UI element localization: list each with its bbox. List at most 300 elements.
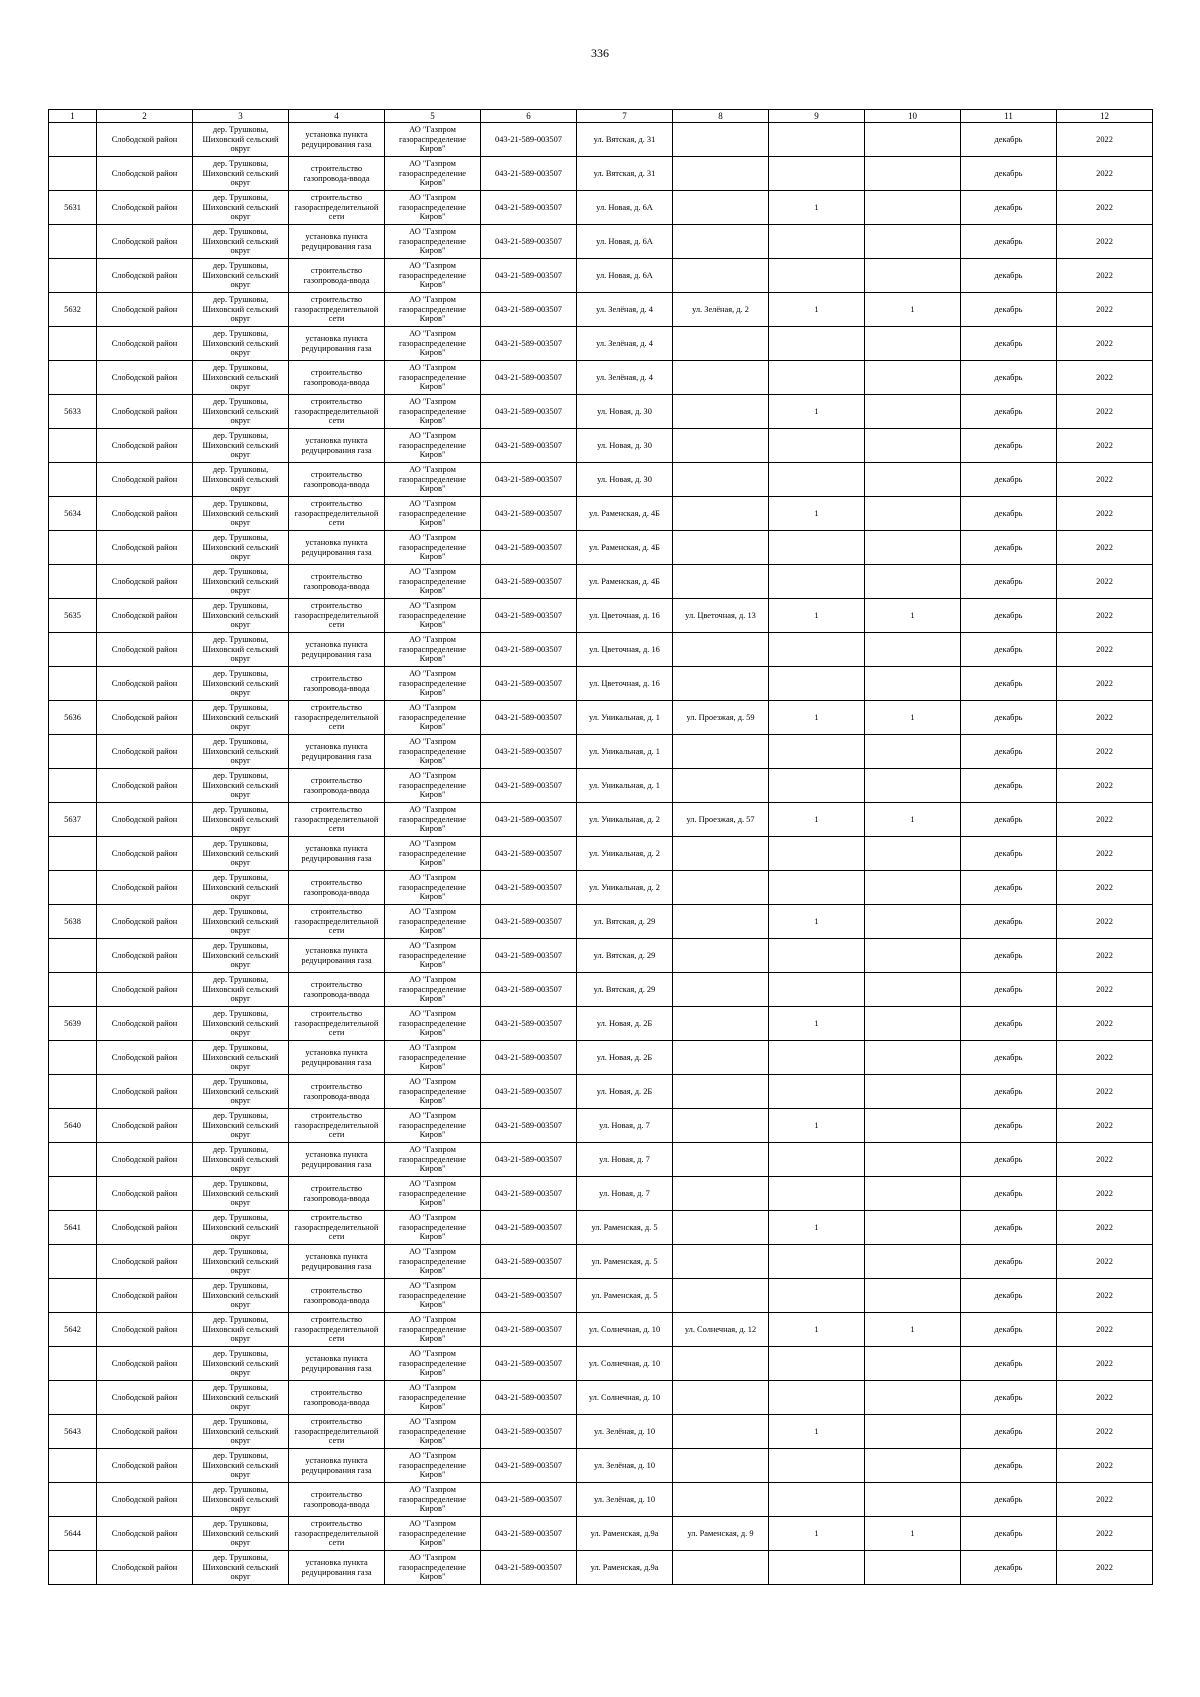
table-cell-col-8 bbox=[673, 633, 769, 667]
table-row bbox=[49, 599, 1153, 633]
table-cell-col-5: АО "Газпром газораспределение Киров" bbox=[385, 361, 481, 395]
table-cell-col-7: ул. Раменская, д. 4Б bbox=[577, 531, 673, 565]
table-cell-col-10 bbox=[865, 735, 961, 769]
table-cell-col-6: 043-21-589-003507 bbox=[481, 1449, 577, 1483]
table-cell-col-4: строительство газораспределительной сети bbox=[289, 905, 385, 939]
table-cell-col-3: дер. Трушковы, Шиховский сельский округ bbox=[193, 463, 289, 497]
column-header-11: 11 bbox=[961, 110, 1057, 123]
table-cell-col-12: 2022 bbox=[1057, 1007, 1153, 1041]
table-cell-col-2: Слободской район bbox=[97, 1449, 193, 1483]
table-cell-col-11: декабрь bbox=[961, 939, 1057, 973]
table-cell-col-3: дер. Трушковы, Шиховский сельский округ bbox=[193, 939, 289, 973]
table-cell-col-10 bbox=[865, 191, 961, 225]
table-cell-col-2: Слободской район bbox=[97, 191, 193, 225]
table-cell-col-12: 2022 bbox=[1057, 157, 1153, 191]
table-cell-col-7: ул. Уникальная, д. 2 bbox=[577, 871, 673, 905]
column-header-9: 9 bbox=[769, 110, 865, 123]
table-row bbox=[49, 429, 1153, 463]
table-cell-col-12: 2022 bbox=[1057, 1449, 1153, 1483]
table-cell-col-12: 2022 bbox=[1057, 1041, 1153, 1075]
table-cell-col-6: 043-21-589-003507 bbox=[481, 1075, 577, 1109]
table-row bbox=[49, 1177, 1153, 1211]
table-row bbox=[49, 1347, 1153, 1381]
table-cell-col-4: строительство газораспределительной сети bbox=[289, 293, 385, 327]
table-row bbox=[49, 225, 1153, 259]
table-cell-col-5: АО "Газпром газораспределение Киров" bbox=[385, 259, 481, 293]
table-cell-col-12: 2022 bbox=[1057, 531, 1153, 565]
table-cell-col-12: 2022 bbox=[1057, 735, 1153, 769]
table-cell-col-9 bbox=[769, 565, 865, 599]
table-cell-col-12: 2022 bbox=[1057, 633, 1153, 667]
table-cell-col-12: 2022 bbox=[1057, 361, 1153, 395]
table-cell-col-12: 2022 bbox=[1057, 1517, 1153, 1551]
table-cell-col-8 bbox=[673, 1381, 769, 1415]
table-row bbox=[49, 531, 1153, 565]
table-cell-col-12: 2022 bbox=[1057, 191, 1153, 225]
table-cell-col-7: ул. Уникальная, д. 2 bbox=[577, 803, 673, 837]
table-cell-col-8 bbox=[673, 1279, 769, 1313]
table-cell-col-5: АО "Газпром газораспределение Киров" bbox=[385, 1551, 481, 1585]
table-cell-col-5: АО "Газпром газораспределение Киров" bbox=[385, 565, 481, 599]
table-row bbox=[49, 667, 1153, 701]
table-cell-col-7: ул. Новая, д. 6А bbox=[577, 259, 673, 293]
table-cell-col-1 bbox=[49, 531, 97, 565]
table-cell-col-5: АО "Газпром газораспределение Киров" bbox=[385, 769, 481, 803]
table-cell-col-8 bbox=[673, 837, 769, 871]
table-cell-col-11: декабрь bbox=[961, 1415, 1057, 1449]
table-cell-col-1 bbox=[49, 429, 97, 463]
table-cell-col-4: установка пункта редуцирования газа bbox=[289, 837, 385, 871]
table-cell-col-12: 2022 bbox=[1057, 1551, 1153, 1585]
table-cell-col-9: 1 bbox=[769, 599, 865, 633]
table-cell-col-7: ул. Зелёная, д. 4 bbox=[577, 293, 673, 327]
table-cell-col-2: Слободской район bbox=[97, 973, 193, 1007]
table-cell-col-8 bbox=[673, 1041, 769, 1075]
table-cell-col-2: Слободской район bbox=[97, 837, 193, 871]
table-cell-col-5: АО "Газпром газораспределение Киров" bbox=[385, 293, 481, 327]
table-cell-col-6: 043-21-589-003507 bbox=[481, 1041, 577, 1075]
table-cell-col-11: декабрь bbox=[961, 1517, 1057, 1551]
table-cell-col-4: строительство газопровода-ввода bbox=[289, 1279, 385, 1313]
table-cell-col-2: Слободской район bbox=[97, 1143, 193, 1177]
table-cell-col-8 bbox=[673, 939, 769, 973]
table-cell-col-1 bbox=[49, 633, 97, 667]
table-row bbox=[49, 1483, 1153, 1517]
table-cell-col-10: 1 bbox=[865, 701, 961, 735]
table-cell-col-6: 043-21-589-003507 bbox=[481, 1177, 577, 1211]
column-header-12: 12 bbox=[1057, 110, 1153, 123]
table-cell-col-9 bbox=[769, 531, 865, 565]
table-cell-col-11: декабрь bbox=[961, 565, 1057, 599]
table-cell-col-3: дер. Трушковы, Шиховский сельский округ bbox=[193, 191, 289, 225]
table-cell-col-12: 2022 bbox=[1057, 1245, 1153, 1279]
table-cell-col-2: Слободской район bbox=[97, 1279, 193, 1313]
table-cell-col-9: 1 bbox=[769, 497, 865, 531]
table-cell-col-6: 043-21-589-003507 bbox=[481, 1347, 577, 1381]
table-cell-col-8 bbox=[673, 225, 769, 259]
table-cell-col-3: дер. Трушковы, Шиховский сельский округ bbox=[193, 123, 289, 157]
table-cell-col-7: ул. Раменская, д. 5 bbox=[577, 1279, 673, 1313]
table-cell-col-7: ул. Новая, д. 2Б bbox=[577, 1007, 673, 1041]
table-cell-col-7: ул. Раменская, д.9а bbox=[577, 1517, 673, 1551]
table-cell-col-4: строительство газопровода-ввода bbox=[289, 1381, 385, 1415]
table-cell-col-4: строительство газораспределительной сети bbox=[289, 1517, 385, 1551]
table-cell-col-1: 5639 bbox=[49, 1007, 97, 1041]
table-cell-col-11: декабрь bbox=[961, 225, 1057, 259]
table-cell-col-9 bbox=[769, 769, 865, 803]
table-cell-col-3: дер. Трушковы, Шиховский сельский округ bbox=[193, 973, 289, 1007]
table-cell-col-5: АО "Газпром газораспределение Киров" bbox=[385, 803, 481, 837]
table-cell-col-10 bbox=[865, 837, 961, 871]
table-row bbox=[49, 871, 1153, 905]
table-cell-col-5: АО "Газпром газораспределение Киров" bbox=[385, 973, 481, 1007]
table-cell-col-10 bbox=[865, 395, 961, 429]
table-cell-col-3: дер. Трушковы, Шиховский сельский округ bbox=[193, 293, 289, 327]
table-cell-col-8 bbox=[673, 667, 769, 701]
table-cell-col-2: Слободской район bbox=[97, 293, 193, 327]
table-cell-col-3: дер. Трушковы, Шиховский сельский округ bbox=[193, 565, 289, 599]
table-row bbox=[49, 497, 1153, 531]
table-cell-col-9 bbox=[769, 633, 865, 667]
table-cell-col-1 bbox=[49, 769, 97, 803]
table-cell-col-10 bbox=[865, 157, 961, 191]
table-cell-col-10: 1 bbox=[865, 293, 961, 327]
table-cell-col-3: дер. Трушковы, Шиховский сельский округ bbox=[193, 1381, 289, 1415]
table-cell-col-6: 043-21-589-003507 bbox=[481, 1517, 577, 1551]
table-cell-col-4: установка пункта редуцирования газа bbox=[289, 225, 385, 259]
table-cell-col-1 bbox=[49, 1245, 97, 1279]
table-row bbox=[49, 395, 1153, 429]
table-cell-col-2: Слободской район bbox=[97, 1245, 193, 1279]
table-cell-col-10 bbox=[865, 871, 961, 905]
table-cell-col-1 bbox=[49, 1381, 97, 1415]
table-cell-col-2: Слободской район bbox=[97, 395, 193, 429]
table-cell-col-5: АО "Газпром газораспределение Киров" bbox=[385, 1449, 481, 1483]
table-cell-col-11: декабрь bbox=[961, 293, 1057, 327]
table-cell-col-8 bbox=[673, 905, 769, 939]
table-cell-col-11: декабрь bbox=[961, 1313, 1057, 1347]
table-cell-col-3: дер. Трушковы, Шиховский сельский округ bbox=[193, 1007, 289, 1041]
table-row bbox=[49, 905, 1153, 939]
table-cell-col-6: 043-21-589-003507 bbox=[481, 1415, 577, 1449]
table-cell-col-8 bbox=[673, 1551, 769, 1585]
table-cell-col-8: ул. Цветочная, д. 13 bbox=[673, 599, 769, 633]
table-cell-col-2: Слободской район bbox=[97, 599, 193, 633]
table-cell-col-12: 2022 bbox=[1057, 1177, 1153, 1211]
table-cell-col-2: Слободской район bbox=[97, 1551, 193, 1585]
table-cell-col-8 bbox=[673, 1449, 769, 1483]
table-cell-col-3: дер. Трушковы, Шиховский сельский округ bbox=[193, 599, 289, 633]
table-cell-col-9: 1 bbox=[769, 293, 865, 327]
table-cell-col-3: дер. Трушковы, Шиховский сельский округ bbox=[193, 667, 289, 701]
table-cell-col-9 bbox=[769, 225, 865, 259]
table-cell-col-3: дер. Трушковы, Шиховский сельский округ bbox=[193, 327, 289, 361]
table-cell-col-6: 043-21-589-003507 bbox=[481, 1143, 577, 1177]
table-cell-col-6: 043-21-589-003507 bbox=[481, 905, 577, 939]
table-cell-col-8 bbox=[673, 1347, 769, 1381]
table-cell-col-2: Слободской район bbox=[97, 497, 193, 531]
table-cell-col-4: строительство газораспределительной сети bbox=[289, 1007, 385, 1041]
table-cell-col-4: строительство газопровода-ввода bbox=[289, 463, 385, 497]
table-cell-col-3: дер. Трушковы, Шиховский сельский округ bbox=[193, 1483, 289, 1517]
table-cell-col-4: установка пункта редуцирования газа bbox=[289, 735, 385, 769]
table-cell-col-4: строительство газопровода-ввода bbox=[289, 1177, 385, 1211]
table-cell-col-6: 043-21-589-003507 bbox=[481, 497, 577, 531]
table-cell-col-12: 2022 bbox=[1057, 1143, 1153, 1177]
table-cell-col-11: декабрь bbox=[961, 1381, 1057, 1415]
table-cell-col-11: декабрь bbox=[961, 769, 1057, 803]
table-cell-col-2: Слободской район bbox=[97, 463, 193, 497]
table-cell-col-5: АО "Газпром газораспределение Киров" bbox=[385, 497, 481, 531]
table-cell-col-11: декабрь bbox=[961, 701, 1057, 735]
table-cell-col-10 bbox=[865, 1177, 961, 1211]
table-cell-col-1 bbox=[49, 1177, 97, 1211]
table-row bbox=[49, 1143, 1153, 1177]
table-cell-col-7: ул. Зелёная, д. 10 bbox=[577, 1483, 673, 1517]
table-cell-col-5: АО "Газпром газораспределение Киров" bbox=[385, 1007, 481, 1041]
table-cell-col-8 bbox=[673, 361, 769, 395]
table-cell-col-12: 2022 bbox=[1057, 1347, 1153, 1381]
table-cell-col-5: АО "Газпром газораспределение Киров" bbox=[385, 1415, 481, 1449]
table-row bbox=[49, 1245, 1153, 1279]
table-cell-col-12: 2022 bbox=[1057, 293, 1153, 327]
table-cell-col-10 bbox=[865, 1041, 961, 1075]
table-cell-col-7: ул. Новая, д. 7 bbox=[577, 1109, 673, 1143]
table-cell-col-5: АО "Газпром газораспределение Киров" bbox=[385, 327, 481, 361]
table-cell-col-7: ул. Новая, д. 7 bbox=[577, 1143, 673, 1177]
table-row bbox=[49, 1517, 1153, 1551]
table-cell-col-7: ул. Новая, д. 6А bbox=[577, 191, 673, 225]
header-row bbox=[49, 110, 1153, 123]
table-cell-col-12: 2022 bbox=[1057, 701, 1153, 735]
table-cell-col-1: 5637 bbox=[49, 803, 97, 837]
table-cell-col-10 bbox=[865, 1211, 961, 1245]
table-cell-col-3: дер. Трушковы, Шиховский сельский округ bbox=[193, 1551, 289, 1585]
table-cell-col-11: декабрь bbox=[961, 1177, 1057, 1211]
table-cell-col-4: строительство газораспределительной сети bbox=[289, 803, 385, 837]
table-cell-col-4: строительство газораспределительной сети bbox=[289, 701, 385, 735]
table-row bbox=[49, 1415, 1153, 1449]
table-cell-col-10 bbox=[865, 973, 961, 1007]
table-cell-col-1: 5631 bbox=[49, 191, 97, 225]
table-cell-col-2: Слободской район bbox=[97, 1381, 193, 1415]
table-row bbox=[49, 1449, 1153, 1483]
table-cell-col-1 bbox=[49, 837, 97, 871]
table-cell-col-9 bbox=[769, 429, 865, 463]
table-cell-col-4: строительство газораспределительной сети bbox=[289, 1415, 385, 1449]
table-cell-col-5: АО "Газпром газораспределение Киров" bbox=[385, 871, 481, 905]
table-cell-col-3: дер. Трушковы, Шиховский сельский округ bbox=[193, 1109, 289, 1143]
table-cell-col-7: ул. Раменская, д. 5 bbox=[577, 1211, 673, 1245]
table-cell-col-5: АО "Газпром газораспределение Киров" bbox=[385, 1517, 481, 1551]
table-cell-col-10: 1 bbox=[865, 1517, 961, 1551]
table-cell-col-7: ул. Зелёная, д. 4 bbox=[577, 361, 673, 395]
table-cell-col-1 bbox=[49, 1143, 97, 1177]
table-cell-col-8 bbox=[673, 1245, 769, 1279]
table-cell-col-8 bbox=[673, 429, 769, 463]
table-cell-col-3: дер. Трушковы, Шиховский сельский округ bbox=[193, 1245, 289, 1279]
table-cell-col-7: ул. Раменская, д.9а bbox=[577, 1551, 673, 1585]
table-cell-col-3: дер. Трушковы, Шиховский сельский округ bbox=[193, 871, 289, 905]
table-cell-col-4: строительство газопровода-ввода bbox=[289, 157, 385, 191]
table-cell-col-11: декабрь bbox=[961, 463, 1057, 497]
table-cell-col-10: 1 bbox=[865, 803, 961, 837]
table-cell-col-8 bbox=[673, 497, 769, 531]
table-cell-col-3: дер. Трушковы, Шиховский сельский округ bbox=[193, 803, 289, 837]
column-header-8: 8 bbox=[673, 110, 769, 123]
table-cell-col-3: дер. Трушковы, Шиховский сельский округ bbox=[193, 361, 289, 395]
table-cell-col-7: ул. Уникальная, д. 1 bbox=[577, 735, 673, 769]
table-cell-col-9 bbox=[769, 259, 865, 293]
table-cell-col-12: 2022 bbox=[1057, 667, 1153, 701]
table-cell-col-3: дер. Трушковы, Шиховский сельский округ bbox=[193, 769, 289, 803]
table-cell-col-12: 2022 bbox=[1057, 769, 1153, 803]
table-cell-col-7: ул. Зелёная, д. 10 bbox=[577, 1449, 673, 1483]
table-cell-col-4: строительство газопровода-ввода bbox=[289, 259, 385, 293]
table-cell-col-2: Слободской район bbox=[97, 429, 193, 463]
table-cell-col-10 bbox=[865, 1007, 961, 1041]
table-cell-col-11: декабрь bbox=[961, 633, 1057, 667]
table-cell-col-1 bbox=[49, 735, 97, 769]
table-cell-col-7: ул. Раменская, д. 5 bbox=[577, 1245, 673, 1279]
table-cell-col-12: 2022 bbox=[1057, 837, 1153, 871]
table-cell-col-9: 1 bbox=[769, 1415, 865, 1449]
table-cell-col-11: декабрь bbox=[961, 599, 1057, 633]
column-header-3: 3 bbox=[193, 110, 289, 123]
table-cell-col-11: декабрь bbox=[961, 1279, 1057, 1313]
table-cell-col-9 bbox=[769, 157, 865, 191]
table-cell-col-5: АО "Газпром газораспределение Киров" bbox=[385, 1245, 481, 1279]
table-cell-col-10 bbox=[865, 1415, 961, 1449]
table-cell-col-8 bbox=[673, 1415, 769, 1449]
table-cell-col-12: 2022 bbox=[1057, 939, 1153, 973]
table-cell-col-7: ул. Солнечная, д. 10 bbox=[577, 1381, 673, 1415]
table-cell-col-6: 043-21-589-003507 bbox=[481, 1313, 577, 1347]
table-body bbox=[49, 123, 1153, 1585]
table-cell-col-1 bbox=[49, 157, 97, 191]
table-cell-col-12: 2022 bbox=[1057, 1415, 1153, 1449]
column-header-2: 2 bbox=[97, 110, 193, 123]
table-cell-col-12: 2022 bbox=[1057, 871, 1153, 905]
table-cell-col-8 bbox=[673, 565, 769, 599]
table-cell-col-12: 2022 bbox=[1057, 429, 1153, 463]
table-cell-col-11: декабрь bbox=[961, 1449, 1057, 1483]
table-row bbox=[49, 1041, 1153, 1075]
table-cell-col-9 bbox=[769, 463, 865, 497]
table-cell-col-4: строительство газопровода-ввода bbox=[289, 361, 385, 395]
table-cell-col-5: АО "Газпром газораспределение Киров" bbox=[385, 1381, 481, 1415]
table-cell-col-10 bbox=[865, 769, 961, 803]
table-cell-col-1 bbox=[49, 973, 97, 1007]
table-cell-col-5: АО "Газпром газораспределение Киров" bbox=[385, 735, 481, 769]
table-cell-col-6: 043-21-589-003507 bbox=[481, 225, 577, 259]
table-cell-col-6: 043-21-589-003507 bbox=[481, 531, 577, 565]
table-cell-col-10 bbox=[865, 361, 961, 395]
table-cell-col-11: декабрь bbox=[961, 1483, 1057, 1517]
table-cell-col-2: Слободской район bbox=[97, 871, 193, 905]
table-cell-col-5: АО "Газпром газораспределение Киров" bbox=[385, 667, 481, 701]
table-cell-col-12: 2022 bbox=[1057, 973, 1153, 1007]
table-cell-col-9 bbox=[769, 1449, 865, 1483]
page-number: 336 bbox=[591, 46, 609, 60]
table-cell-col-3: дер. Трушковы, Шиховский сельский округ bbox=[193, 259, 289, 293]
table-cell-col-10 bbox=[865, 1551, 961, 1585]
table-cell-col-10 bbox=[865, 1381, 961, 1415]
table-cell-col-3: дер. Трушковы, Шиховский сельский округ bbox=[193, 225, 289, 259]
table-cell-col-8 bbox=[673, 531, 769, 565]
table-cell-col-10 bbox=[865, 259, 961, 293]
table-row bbox=[49, 327, 1153, 361]
table-row bbox=[49, 1551, 1153, 1585]
table-cell-col-5: АО "Газпром газораспределение Киров" bbox=[385, 123, 481, 157]
table-cell-col-8 bbox=[673, 1075, 769, 1109]
table-row bbox=[49, 1075, 1153, 1109]
table-row bbox=[49, 735, 1153, 769]
table-cell-col-7: ул. Уникальная, д. 1 bbox=[577, 769, 673, 803]
table-cell-col-6: 043-21-589-003507 bbox=[481, 1007, 577, 1041]
table-cell-col-2: Слободской район bbox=[97, 361, 193, 395]
table-cell-col-6: 043-21-589-003507 bbox=[481, 939, 577, 973]
table-cell-col-11: декабрь bbox=[961, 803, 1057, 837]
table-cell-col-1 bbox=[49, 225, 97, 259]
table-cell-col-12: 2022 bbox=[1057, 1211, 1153, 1245]
table-cell-col-12: 2022 bbox=[1057, 803, 1153, 837]
table-cell-col-5: АО "Газпром газораспределение Киров" bbox=[385, 599, 481, 633]
data-table bbox=[48, 109, 1153, 1585]
table-cell-col-4: строительство газопровода-ввода bbox=[289, 565, 385, 599]
table-cell-col-1 bbox=[49, 1347, 97, 1381]
table-cell-col-5: АО "Газпром газораспределение Киров" bbox=[385, 701, 481, 735]
table-cell-col-9: 1 bbox=[769, 1109, 865, 1143]
table-cell-col-9 bbox=[769, 1245, 865, 1279]
table-cell-col-2: Слободской район bbox=[97, 803, 193, 837]
table-cell-col-7: ул. Новая, д. 30 bbox=[577, 395, 673, 429]
table-cell-col-1: 5642 bbox=[49, 1313, 97, 1347]
table-cell-col-3: дер. Трушковы, Шиховский сельский округ bbox=[193, 905, 289, 939]
table-cell-col-6: 043-21-589-003507 bbox=[481, 1381, 577, 1415]
table-cell-col-12: 2022 bbox=[1057, 395, 1153, 429]
table-cell-col-3: дер. Трушковы, Шиховский сельский округ bbox=[193, 735, 289, 769]
table-cell-col-2: Слободской район bbox=[97, 1211, 193, 1245]
table-cell-col-9 bbox=[769, 1075, 865, 1109]
table-cell-col-6: 043-21-589-003507 bbox=[481, 837, 577, 871]
table-cell-col-7: ул. Вятская, д. 31 bbox=[577, 123, 673, 157]
table-cell-col-5: АО "Газпром газораспределение Киров" bbox=[385, 1279, 481, 1313]
table-cell-col-3: дер. Трушковы, Шиховский сельский округ bbox=[193, 1143, 289, 1177]
table-cell-col-9 bbox=[769, 123, 865, 157]
table-cell-col-12: 2022 bbox=[1057, 327, 1153, 361]
table-cell-col-6: 043-21-589-003507 bbox=[481, 293, 577, 327]
table-cell-col-5: АО "Газпром газораспределение Киров" bbox=[385, 1211, 481, 1245]
table-row bbox=[49, 293, 1153, 327]
table-cell-col-4: установка пункта редуцирования газа bbox=[289, 327, 385, 361]
table-cell-col-5: АО "Газпром газораспределение Киров" bbox=[385, 531, 481, 565]
table-cell-col-11: декабрь bbox=[961, 191, 1057, 225]
table-cell-col-2: Слободской район bbox=[97, 1075, 193, 1109]
table-cell-col-8 bbox=[673, 1177, 769, 1211]
table-row bbox=[49, 1279, 1153, 1313]
table-cell-col-7: ул. Вятская, д. 29 bbox=[577, 905, 673, 939]
table-cell-col-11: декабрь bbox=[961, 123, 1057, 157]
table-cell-col-6: 043-21-589-003507 bbox=[481, 1279, 577, 1313]
table-cell-col-12: 2022 bbox=[1057, 1279, 1153, 1313]
table-cell-col-7: ул. Зелёная, д. 10 bbox=[577, 1415, 673, 1449]
table-cell-col-6: 043-21-589-003507 bbox=[481, 327, 577, 361]
table-cell-col-9 bbox=[769, 871, 865, 905]
table-cell-col-9: 1 bbox=[769, 1007, 865, 1041]
table-cell-col-9: 1 bbox=[769, 803, 865, 837]
table-row bbox=[49, 1381, 1153, 1415]
